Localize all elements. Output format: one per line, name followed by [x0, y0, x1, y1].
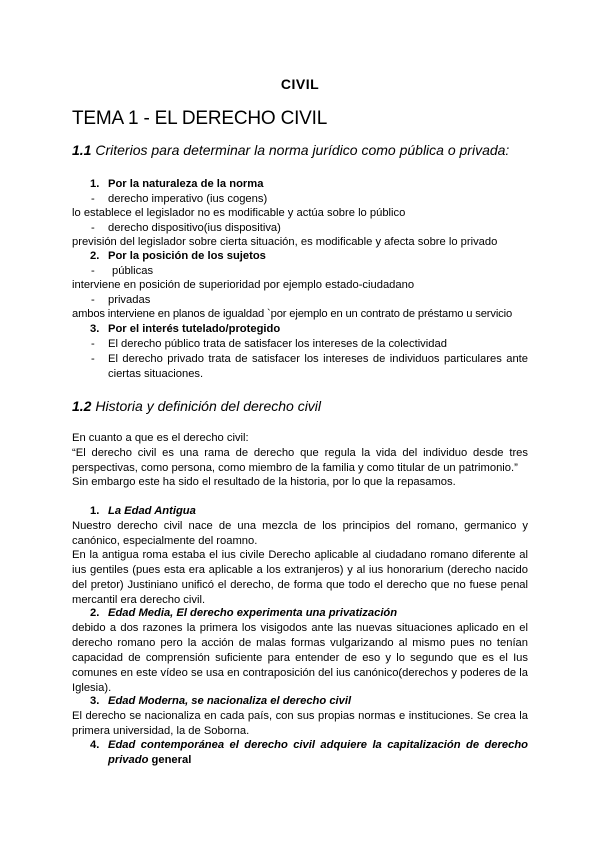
era-heading: Edad Media, El derecho experimenta una privatización	[108, 607, 398, 619]
section-number: 1.1	[72, 142, 92, 158]
section-1-2-heading	[72, 398, 321, 414]
era-heading	[108, 738, 528, 768]
item-description: interviene en posición de superioridad por ejemplo estado-ciudadano	[72, 279, 415, 291]
list-number: 2.	[90, 250, 100, 262]
list-item: derecho imperativo (ius cogens)	[108, 193, 268, 205]
list-item: derecho dispositivo(ius dispositiva)	[108, 222, 281, 234]
dash-marker: -	[91, 222, 95, 234]
era-heading-text: Edad contemporánea el derecho civil adquiere la capitalización de derecho privado	[108, 739, 528, 766]
list-heading: Por el interés tutelado/protegido	[108, 323, 281, 335]
list-number: 3.	[90, 323, 100, 335]
definition-quote: “El derecho civil es una rama de derecho que regula la vida del individuo desde tres perspectivas, como persona, como miembro de la familia y como titular de un patrimonio.”	[72, 447, 528, 474]
section-title: Historia y definición del derecho civil	[95, 398, 322, 414]
dash-marker: -	[91, 265, 95, 277]
paragraph: En la antigua roma estaba el ius civile Derecho aplicable al ciudadano romano diferente al ius gentiles (pues esta era aplicable a los extranjeros) y al ius honorarium (derecho nacido del pretor) Justiniano unificó el derecho, de forma que todo el derecho que no fuese penal mercantil era derecho civil.	[72, 549, 528, 606]
dash-marker: -	[91, 338, 95, 350]
intro-line: En cuanto a que es el derecho civil:	[72, 432, 249, 444]
list-item: privadas	[108, 294, 151, 306]
intro-line: Sin embargo este ha sido el resultado de la historia, por lo que la repasamos.	[72, 476, 456, 488]
list-number: 2.	[90, 607, 100, 619]
list-item: El derecho privado trata de satisfacer los intereses de individuos particulares ante ciertas situaciones.	[108, 353, 528, 380]
section-title: Criterios para determinar la norma jurídico como pública o privada:	[95, 142, 510, 158]
dash-marker: -	[91, 353, 95, 365]
tema-heading: TEMA 1 - EL DERECHO CIVIL	[72, 108, 328, 129]
list-item: públicas	[112, 265, 154, 277]
list-heading: Por la posición de los sujetos	[108, 250, 266, 262]
section-number: 1.2	[72, 398, 92, 414]
dash-marker: -	[91, 193, 95, 205]
paragraph: El derecho se nacionaliza en cada país, con sus propias normas e instituciones. Se crea la primera universidad, la de Soborna.	[72, 710, 528, 737]
era-heading-suffix: general	[151, 754, 192, 766]
list-heading: Por la naturaleza de la norma	[108, 178, 264, 190]
item-description: previsión del legislador sobre cierta situación, es modificable y afecta sobre lo privado	[72, 236, 498, 248]
item-description: lo establece el legislador no es modificable y actúa sobre lo público	[72, 207, 406, 219]
list-number: 1.	[90, 178, 100, 190]
list-number: 4.	[90, 739, 100, 751]
paragraph: debido a dos razones la primera los visigodos ante las nuevas situaciones aplicado en el derecho romano pero la acción de malas formas vulgarizando al mismo pues no tenían capacidad de comprensión suficiente para entender de eso y lo segundo que es el Ius comunes en este vídeo se usa en contraposición del ius canónico(derechos y poderes de la Iglesia).	[72, 622, 528, 694]
era-heading: Edad Moderna, se nacionaliza el derecho civil	[108, 695, 352, 707]
list-number: 3.	[90, 695, 100, 707]
paragraph: Nuestro derecho civil nace de una mezcla de los principios del romano, germanico y canónico, especialmente del roamno.	[72, 520, 528, 547]
era-heading: La Edad Antigua	[108, 505, 196, 517]
dash-marker: -	[91, 294, 95, 306]
list-item: El derecho público trata de satisfacer los intereses de la colectividad	[108, 338, 447, 350]
section-1-1-heading	[72, 142, 509, 158]
item-description: ambos interviene en planos de igualdad `por ejemplo en un contrato de préstamo u servicio	[72, 308, 513, 320]
document-title: CIVIL	[280, 76, 320, 92]
list-number: 1.	[90, 505, 100, 517]
